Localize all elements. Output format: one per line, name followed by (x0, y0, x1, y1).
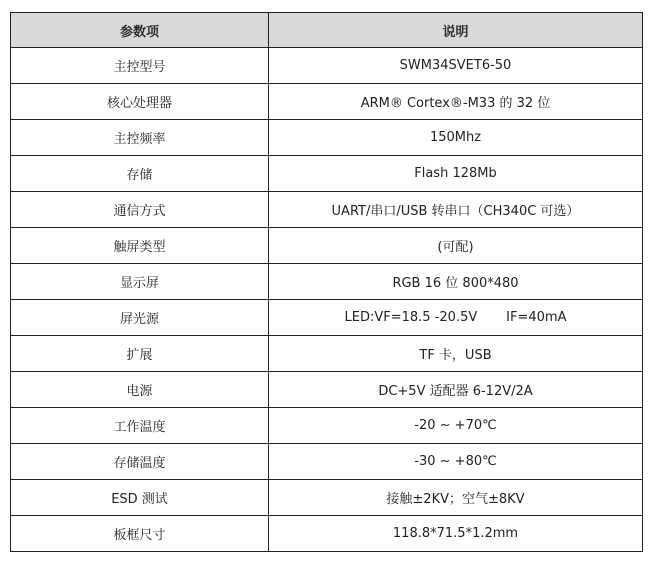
param-cell: 电源 (11, 372, 269, 408)
description-cell: DC+5V 适配器 6-12V/2A (269, 372, 643, 408)
table-row (11, 192, 643, 228)
table-row (11, 336, 643, 372)
param-cell: 屏光源 (11, 300, 269, 336)
table-row (11, 300, 643, 336)
param-cell: 主控频率 (11, 120, 269, 156)
param-cell: ESD 测试 (11, 480, 269, 516)
param-cell: 显示屏 (11, 264, 269, 300)
table-row (11, 48, 643, 84)
table-row (11, 516, 643, 552)
param-cell: 存储 (11, 156, 269, 192)
description-cell: -30 ~ +80℃ (269, 444, 643, 480)
description-cell: LED:VF=18.5 -20.5V IF=40mA (269, 300, 643, 336)
param-cell: 扩展 (11, 336, 269, 372)
param-cell: 存储温度 (11, 444, 269, 480)
param-cell: 核心处理器 (11, 84, 269, 120)
table-row (11, 444, 643, 480)
description-cell: (可配) (269, 228, 643, 264)
param-cell: 工作温度 (11, 408, 269, 444)
header-param: 参数项 (11, 13, 269, 48)
description-cell: TF 卡，USB (269, 336, 643, 372)
description-cell: -20 ~ +70℃ (269, 408, 643, 444)
header-description: 说明 (269, 13, 643, 48)
table-row (11, 480, 643, 516)
param-cell: 主控型号 (11, 48, 269, 84)
description-cell: 118.8*71.5*1.2mm (269, 516, 643, 552)
description-cell: RGB 16 位 800*480 (269, 264, 643, 300)
table-row (11, 264, 643, 300)
description-cell: 150Mhz (269, 120, 643, 156)
description-cell: ARM® Cortex®-M33 的 32 位 (269, 84, 643, 120)
header-row (11, 13, 643, 48)
param-cell: 板框尺寸 (11, 516, 269, 552)
param-cell: 通信方式 (11, 192, 269, 228)
table-row (11, 372, 643, 408)
description-cell: UART/串口/USB 转串口（CH340C 可选） (269, 192, 643, 228)
table-row (11, 408, 643, 444)
description-cell: Flash 128Mb (269, 156, 643, 192)
table-row (11, 120, 643, 156)
table-body (11, 48, 643, 552)
table-header (11, 13, 643, 48)
description-cell: 接触±2KV；空气±8KV (269, 480, 643, 516)
table-row (11, 156, 643, 192)
table-row (11, 228, 643, 264)
table-row (11, 84, 643, 120)
param-cell: 触屏类型 (11, 228, 269, 264)
spec-table (10, 12, 643, 552)
description-cell: SWM34SVET6-50 (269, 48, 643, 84)
